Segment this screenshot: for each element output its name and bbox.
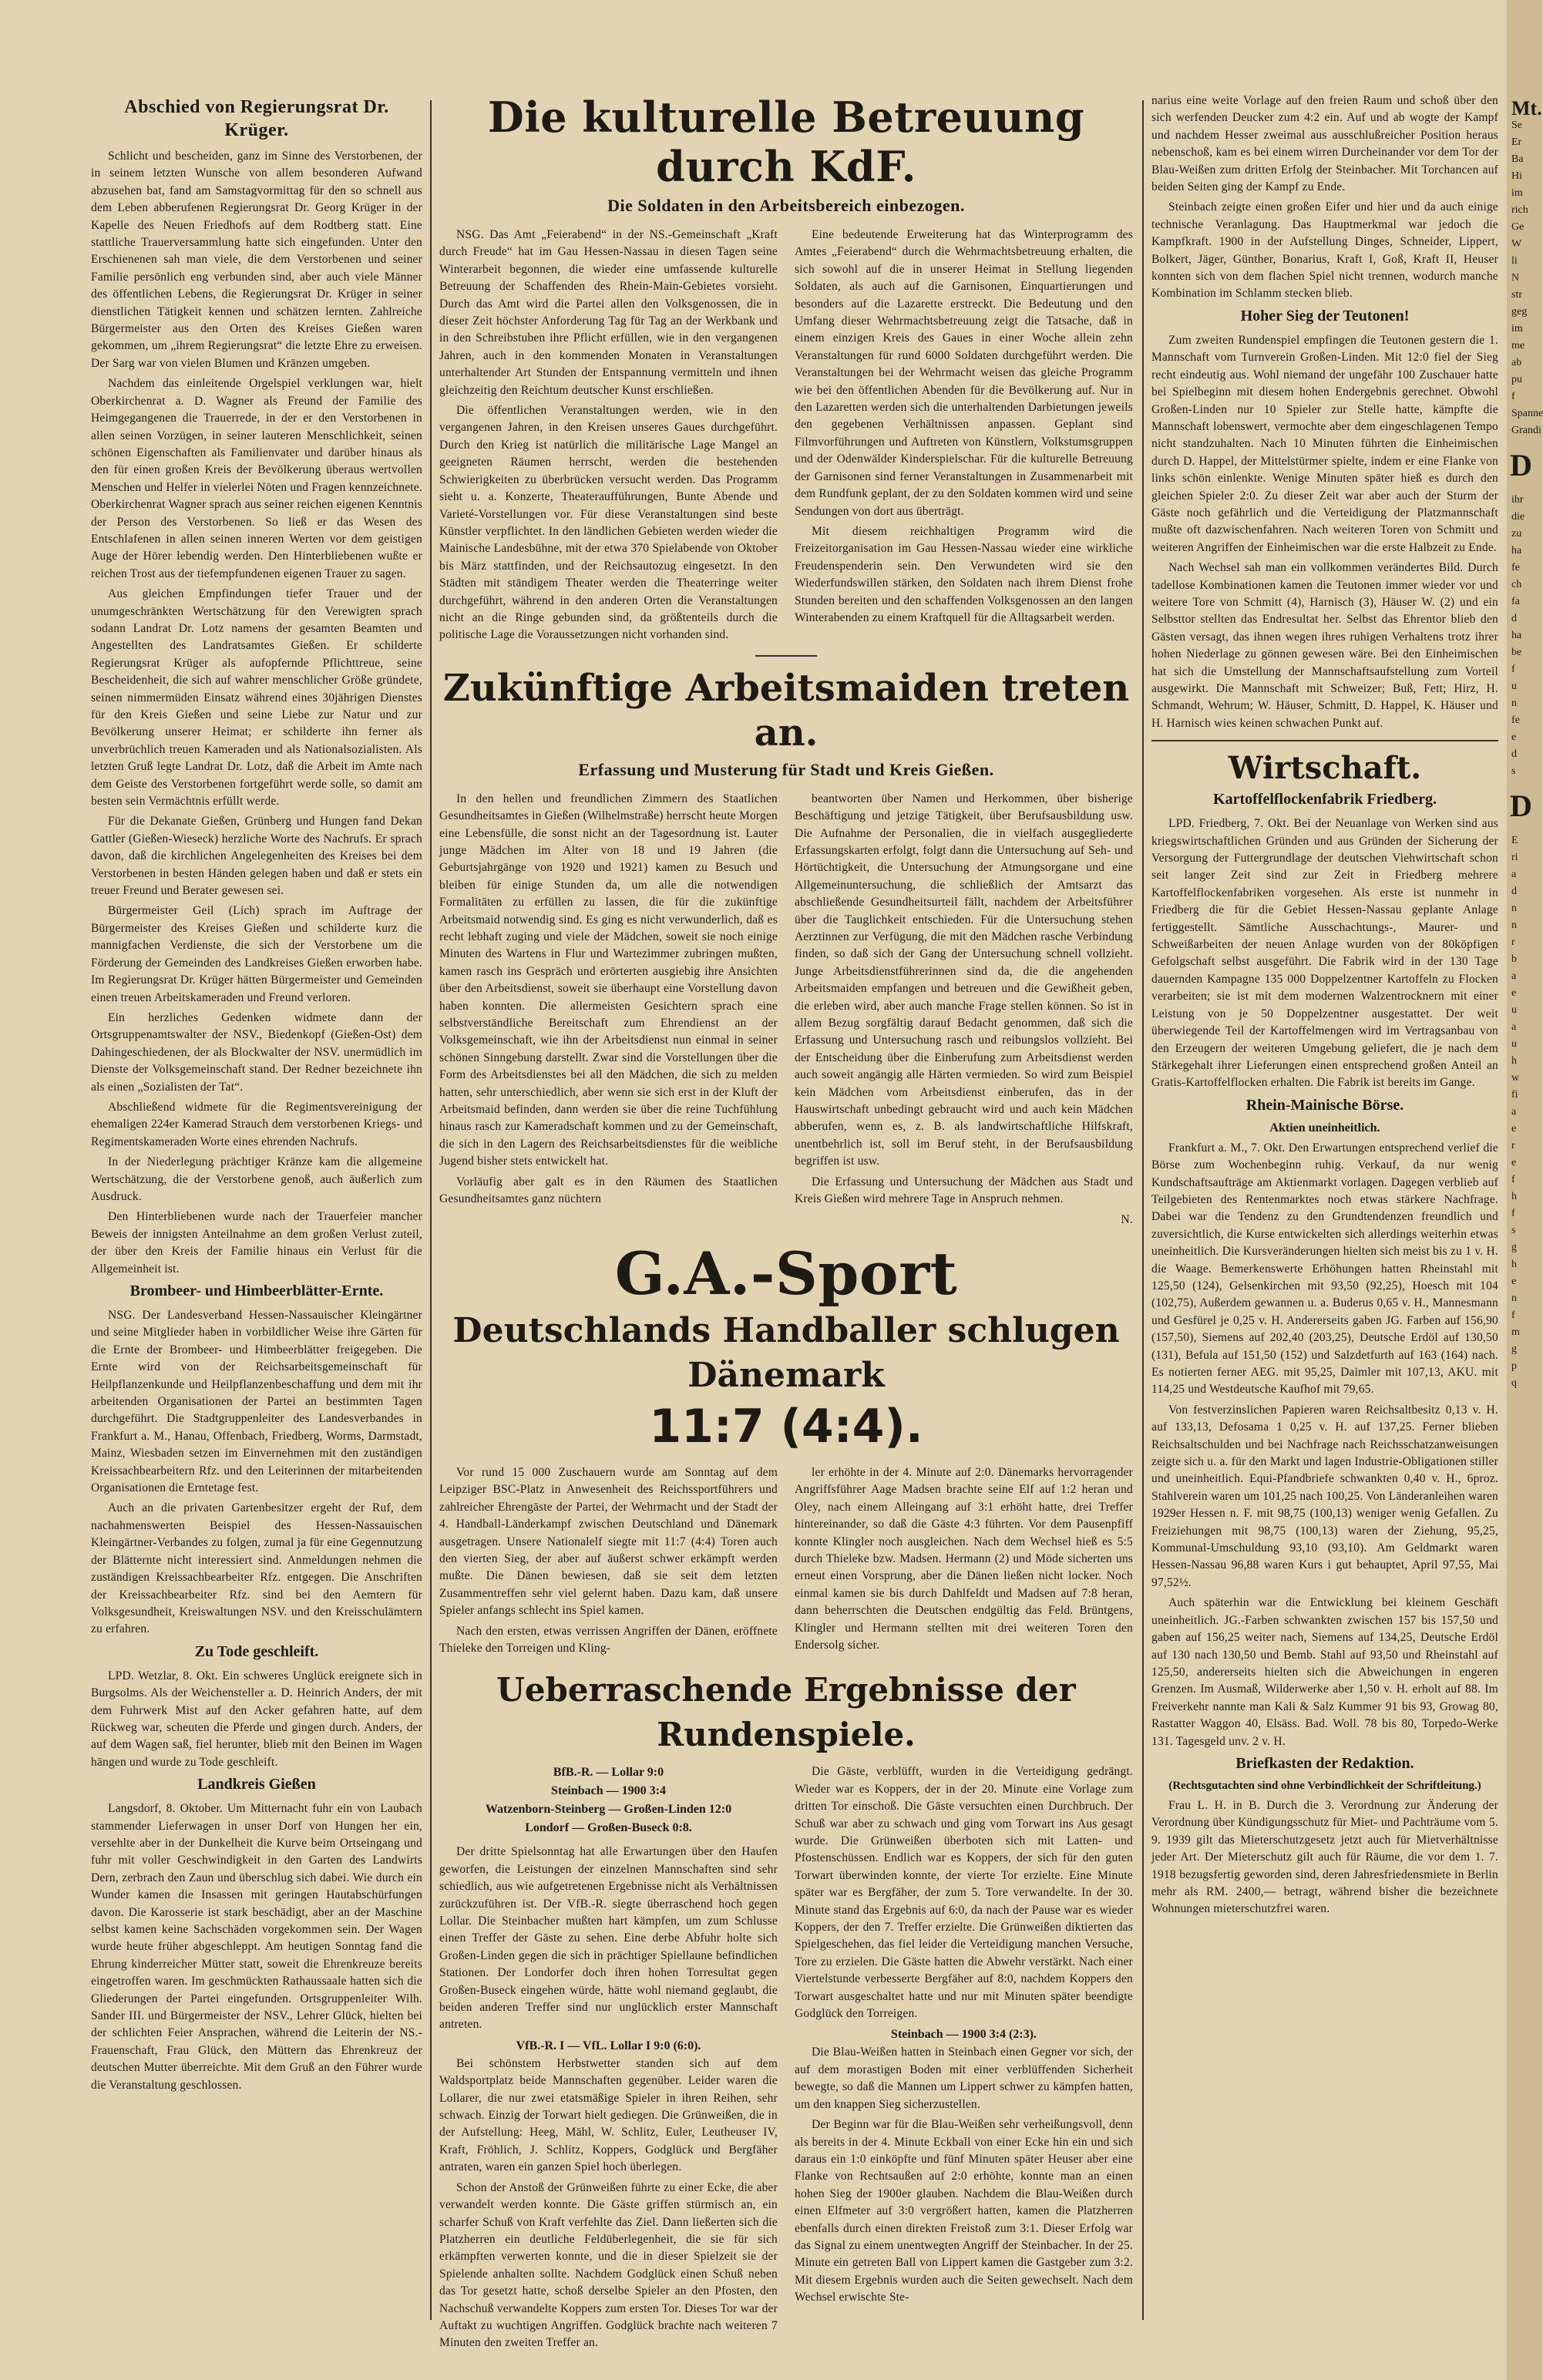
edge-text-line: n (1511, 698, 1517, 709)
right-column (1151, 92, 1498, 2312)
edge-text-line: a (1511, 1106, 1517, 1118)
edge-text-line: q (1511, 1377, 1517, 1389)
abschied-body (91, 148, 422, 1278)
edge-text-line: Se (1511, 119, 1522, 131)
edge-text-line: b (1511, 953, 1517, 965)
edge-text-line: Ba (1511, 153, 1524, 165)
separator (755, 655, 817, 657)
paragraph: In der Niederlegung prächtiger Kränze kam die allgemeine Wertschätzung, die der Verstorbene genoß, auch äußerlich zum Ausdruck. (91, 1155, 422, 1203)
paragraph: Ein herzliches Gedenken widmete dann der Ortsgruppenamtswalter der NSV., Biedenkopf (Gießen-Ost) dem Dahingeschiedenen, der als Blockwalter der NSV. unermüdlich im Dienste der Volksgemeinschaft stand. Der Redner bezeichnete ihn als einen „Sozialisten der Tat“. (91, 1010, 422, 1094)
edge-text-line: e (1511, 731, 1517, 743)
edge-text-line: e (1511, 987, 1517, 999)
paragraph: Nach Wechsel sah man ein vollkommen verändertes Bild. Durch tadellose Kombinationen kamen die Teutonen immer wieder vor und weitere Tore von Schmitt (4), Harnisch (3), Häuser W. (2) und ein Selbsttor stellten das Endresultat her. Selbst das Ehrentor blieb den Gästen versagt, das ihnen wegen ihres ruhigen Verhaltens trotz ihrer hohen Niederlage zu gönnen gewesen wäre. Bei den Einheimischen hat sich die Umstellung der Mannschaftsaufstellung zum Vorteil ausgewirkt. Die Mannschaft mit Schweizer; Buß, Fett; Hirz, H. Schmandt, Wehrum; W. Häuser, Schmitt, D. Happel, K. Häuser und H. Harnisch wies keinen schwachen Punkt auf. (1151, 561, 1498, 730)
paragraph: Nachdem das einleitende Orgelspiel verklungen war, hielt Oberkirchenrat a. D. Wagner als Freund der Familie des Heimgegangenen die Trauerrede, in der er den Verstorbenen in allen seinen Vorzügen, in seiner lauteren Menschlichkeit, seinen schönen Eigenschaften als Familienvater und darüber hinaus als den für einen großen Kreis der Bevölkerung überaus wertvollen Menschen und Helfer in vielerlei Nöten und Fragen kennzeichnete. Oberkirchenrat Wagner sprach aus seiner reichen eigenen Kenntnis der Person des Verstorbenen. So ließ er das Wesen des Entschlafenen in allen seinen inneren Werten vor dem geistigen Auge der Hörer lebendig werden. Den Hinterbliebenen wußte er reichen Trost aus der tiefempfundenen eigenen Trauer zu sagen. (91, 377, 422, 580)
sport-banner: G.A.-Sport (614, 1239, 958, 1308)
paragraph: Die Blau-Weißen hatten in Steinbach einen Gegner vor sich, der auf dem morastigen Boden mit einer verblüffenden Sicherheit bewegte, so daß die Mannen um Lippert schwer zu kämpfen hatten, um den knappen Sieg sicherzustellen. (795, 2046, 1133, 2111)
kdf-headline: Die kulturelle Betreuung durch KdF. (487, 92, 1085, 191)
edge-text-line: fi (1511, 1089, 1518, 1101)
edge-text-line: f (1511, 664, 1515, 675)
edge-text-line: f (1511, 391, 1515, 402)
rundenspiele-headline: Ueberraschende Ergebnisse der Rundenspiele. (496, 1671, 1076, 1754)
edge-text-line: li (1511, 255, 1518, 267)
paragraph: Die öffentlichen Veranstaltungen werden, wie in den vergangenen Jahren, in den Kreisen unseres Gaues durchgeführt. Durch den Krieg ist natürlich die militärische Lage Mangel an geeigneten Räumen herrscht, werden die bestehenden Schwierigkeiten zu überbrücken versucht werden. Das Programm sieht u. a. Konzerte, Theateraufführungen, Bunte Abende und Varieté-Vorstellungen vor. Für diese Veranstaltungen sind beste Künstler verpflichtet. In den ländlichen Gebieten werden wieder die Mainische Landesbühne, mit der etwa 370 Spielabende von Oktober bis März stattfinden, und der Reichsautozug eingesetzt. In den Städten mit ständigem Theater werden die Theaterringe weiter durchgeführt, während in den anderen Orten die Veranstaltungen nicht an die Ringe gebunden sind, da größtenteils durch die politische Lage die Voraussetzungen nicht vorhanden sind. (439, 404, 778, 642)
column-rule-1 (430, 100, 432, 2320)
paragraph: Bürgermeister Geil (Lich) sprach im Auftrage der Bürgermeister des Kreises Gießen und schilderte kurz die mannigfachen Verdienste, die sich der Verstorbene um die Förderung der Gemeinden des Landkreises Gießen erworben habe. Im Regierungsrat Dr. Krüger hätten Bürgermeister und Gemeinden einen treuen Arbeitskameraden und Freund verloren. (91, 904, 422, 1004)
paragraph: Aus gleichen Empfindungen tiefer Trauer und der unumgeschränkten Wertschätzung für den Verewigten sprach sodann Landrat Dr. Lotz namens der gesamten Beamten und Angestellten des Landratsamtes Gießen. Er schilderte Regierungsrat Krüger als aufopfernde Pflichttreue, seine Bescheidenheit, die sich auf wahrer menschlicher Größe gründete, seinen nimmermüden Einsatz während eines 30jährigen Dienstes für den Kreis Gießen und seine Liebe zur Natur und zur Bevölkerung unserer Heimat; er schilderte ihn ferner als unverbrüchlich treuen Kameraden und als Nationalsozialisten. Als letzten Gruß legte Landrat Dr. Lotz, daß die Arbeit im Amte nach dem Geiste des Verstorbenen fortgeführt werde solle, so damit am besten sein Vermächtnis erfüllt werde. (91, 587, 422, 808)
paragraph: Zum zweiten Rundenspiel empfingen die Teutonen gestern die 1. Mannschaft vom Turnverein Großen-Linden. Mit 12:0 fiel der Sieg recht eindeutig aus. Wohl niemand der ungefähr 100 Zuschauer hatte bei Spielbeginn mit diesem hohen Endergebnis gerechnet. Obwohl Großen-Linden nur 10 Spieler zur Stelle hatte, kämpfte die Mannschaft lobenswert, vermochte aber dem eingeschlagenen Tempo nicht standzuhalten. Nach 10 Minuten führten die Einheimischen durch D. Happel, der Mittelstürmer spielte, indem er eine Flanke von links schön einlenkte. Wenige Minuten später hieß es durch den gleichen Spieler 2:0. Zu dieser Zeit war aber auch der Sturm der Gäste noch gefährlich und die Verteidigung der Platzmannschaft mußte oft dazwischenfahren. Nach weiteren Toren von Schmitt und weiteren Angriffen der Einheimischen war die erste Halbzeit zu Ende. (1151, 333, 1498, 554)
edge-text-line: W (1511, 238, 1522, 250)
paragraph: Schlicht und bescheiden, ganz im Sinne des Verstorbenen, der in seinem letzten Wunsche von allem besonderen Aufwand abzusehen bat, fand am Samstagvormittag für den so schnell aus dem Leben abberufenen Regierungsrat Dr. Georg Krüger in der Kapelle des Neuen Friedhofs auf dem Rodtberg statt. Eine stattliche Trauerversammlung hatte sich eingefunden. Unter den Erschienenen sah man viele, die dem Verstorbenen und seiner Familie persönlich eng verbunden sind, aber auch viele Männer des öffentlichen Lebens, die Regierungsrat Dr. Krüger in seiner dienstlichen Tätigkeit kennen und schätzen lernten. Zahlreiche Bürgermeister aus den Orten des Kreises Gießen waren gekommen, um „ihrem Regierungsrat“ die letzte Ehre zu erweisen. Der Sarg war von vielen Blumen und Kränzen umgeben. (91, 150, 422, 370)
edge-text-line: rich (1511, 204, 1528, 216)
edge-text-line: r (1511, 936, 1515, 948)
column-rule-2 (1142, 100, 1144, 2320)
edge-text-line: E (1511, 835, 1518, 846)
result-line: Watzenborn-Steinberg — Großen-Linden 12:0 (485, 1803, 732, 1817)
edge-text-line: Hi (1511, 170, 1522, 182)
edge-text-line: Er (1511, 136, 1522, 148)
edge-text-line: n (1511, 919, 1517, 931)
paragraph: Bei schönstem Herbstwetter standen sich auf dem Waldsportplatz beide Mannschaften gegenüber. Leider waren die Lollarer, die nur zwei etatsmäßige Spieler in ihren Reihen, sehr schwach. Einzig der Torwart hielt gediegen. Die Grünweißen, die in der Aufstellung: Heeg, Mähl, W. Schlitz, Euler, Leutheuser IV, Kraft, Fröhlich, J. Schlitz, Koppers, Godglück und Bergfäher antraten, waren ein ganzen Spiel hoch überlegen. (439, 2056, 778, 2174)
edge-text-line: Ge (1511, 221, 1525, 233)
kdf-subheadline: Die Soldaten in den Arbeitsbereich einbezogen. (607, 196, 965, 215)
author-signature: N. (1121, 1212, 1133, 1226)
edge-text-line: w (1511, 1072, 1520, 1084)
boerse-headline: Rhein-Mainische Börse. (1245, 1096, 1404, 1114)
edge-heading: D (1510, 788, 1532, 823)
edge-text-line: Spanne (1511, 408, 1543, 419)
edge-text-line: g (1511, 1343, 1517, 1355)
paragraph: Auch späterhin war die Entwicklung bei kleinem Geschäft uneinheitlich. JG.-Farben schwankten zwischen 157 bis 157,50 und gaben auf 156,25 weiter nach, Siemens auf 134,25, Deutsche Erdöl auf 130 nach 130,50 und Bemb. Stahl auf 93,50 und Rheinstahl auf 125,50, andererseits hielten sich die Abweichungen in engeren Grenzen. Im Ausmaß, Wilderwerke aber 1,50 v. H. erholt auf 88. Im Freiverkehr nannte man Kali & Salz Kummer 91 bis 93, Growag 80, Rastatter Waggon 40, Elsäss. Bad. Woll. 78 bis 80, Torpedo-Werke 131. Tagesgeld unv. 2 v. H. (1151, 1596, 1498, 1748)
paragraph: NSG. Der Landesverband Hessen-Nassauischer Kleingärtner und seine Mitglieder haben in vorbildlicher Weise ihre Gärten für die Ernte der Brombeer- und Himbeerblätter freigegeben. Die Ernte wird von der Reichsarbeitsgemeinschaft für Heilpflanzenkunde und Heilpflanzenbeschaffung und dem mit ihr arbeitenden Organisationen der Partei an bestimmten Tagen durchgeführt. Die Stadtgruppenleiter des Landesverbandes in Frankfurt a. M., Hanau, Offenbach, Friedberg, Worms, Darmstadt, Mainz, Wiesbaden setzen im Einvernehmen mit den zuständigen Kreissachbearbeitern Rfz. und den Leiterinnen der mitarbeitenden Organisationen die Erntetage fest. (91, 1309, 422, 1495)
paragraph: Eine bedeutende Erweiterung hat das Winterprogramm des Amtes „Feierabend“ durch die Wehrmachtsbetreuung erhalten, die sich sowohl auf die in unserer Heimat in Stellung liegenden Soldaten, als auch auf die Garnisonen, Einquartierungen und besonders auf die Lazarette erstreckt. Die Bedeutung und den Umfang dieser Wehrmachtsbetreuung zeigt die Tatsache, daß in einem einzigen Kreis des Gaues in einer Woche allein zehn Veranstaltungen für rund 6000 Soldaten durchgeführt werden. Die Veranstaltungen bei der Wehrmacht weisen das gleiche Programm wie bei den öffentlichen Abenden für die Bevölkerung auf. Nur in den Lazaretten werden sich die unterhaltenden Darbietungen jeweils den gegebenen Verhältnissen anpassen. Geplant sind Filmvorführungen und Auftreten von Künstlern, Volkstumsgruppen und der Odenwälder Kinderspielschar. Für die kulturelle Betreuung der Garnisonen sind ferner Veranstaltungen in Zusammenarbeit mit dem Rundfunk geplant, der zu den Soldaten kommen wird und seine Sendungen von dort aus überträgt. (795, 228, 1133, 518)
adjacent-page-edge (1507, 0, 1541, 2380)
edge-text-line: me (1511, 340, 1525, 351)
edge-text-line: a (1511, 869, 1517, 880)
paragraph: Abschließend widmete für die Regimentsvereinigung der ehemaligen 224er Kamerad Strauch dem verstorbenen Kriegs- und Regimentskameraden Worte eines ehrenden Nachrufs. (91, 1100, 422, 1148)
edge-text-line: m (1511, 1326, 1520, 1338)
paragraph: Die Gäste, verblüfft, wurden in die Verteidigung gedrängt. Wieder war es Koppers, der in der 20. Minute eine Vorlage zum dritten Tor einschoß. Die Gäste versuchten einen Durchbruch. Der Schuß war aber zu schwach und ging vom Torwart ins Aus gesagt wurde. Die Grünweißen überboten sich mit Latten- und Pfostenschüssen. Endlich war es Koppers, der sich für den guten Torwart überwinden konnte, der vierte Tor erzielte. Eine Minute später war es Bergfäher, der zum 5. Tore verwandelte. In der 30. Minute stand das Ergebnis auf 6:0, da nach der Pause war es wieder Koppers, der den 7. Treffer erzielte. Die Grünweißen diktierten das Spielgeschehen, das fiel leider die Verteidigung manchen Versuche, Tore zu erzielen. Die Gäste hatten die Abwehr verstärkt. Nach einer Viertelstunde verbesserte Bergfäher auf 8:0, nachdem Koppers den Torwart ausgeschaltet hatte und nur mit Minuten später beendigte Godglück den Torreigen. (795, 1765, 1133, 2021)
edge-text-line: ihr (1511, 494, 1524, 506)
edge-text-line: N (1511, 272, 1520, 284)
landkreis-headline: Landkreis Gießen (197, 1776, 316, 1793)
edge-text-line: pu (1511, 374, 1522, 385)
handball-score: 11:7 (4:4). (649, 1399, 923, 1454)
arbeitsmaiden-headline: Zukünftige Arbeitsmaiden treten an. (442, 666, 1130, 755)
boerse-subheadline: Aktien uneinheitlich. (1269, 1121, 1380, 1135)
edge-text-line: e (1511, 1157, 1517, 1168)
edge-text-line: f (1511, 1174, 1515, 1185)
briefkasten-subheadline: (Rechtsgutachten sind ohne Verbindlichkeit der Schriftleitung.) (1168, 1779, 1481, 1792)
edge-text-line: fe (1511, 714, 1520, 726)
edge-text-line: p (1511, 1360, 1517, 1372)
edge-text-line: im (1511, 323, 1523, 334)
edge-text-line: fa (1511, 596, 1520, 607)
edge-text-line: zu (1511, 528, 1522, 540)
edge-text-line: d (1511, 613, 1517, 624)
paragraph: Vor rund 15 000 Zuschauern wurde am Sonntag auf dem Leipziger BSC-Platz in Anwesenheit des Reichssportführers und zahlreicher Ehrengäste der Partei, der Wehrmacht und der Stadt der 4. Handball-Länderkampf zwischen Deutschland und Dänemark ausgetragen. Unsere Nationalelf siegte mit 11:7 (4:4) Toren auch den vierten Sieg, der aber auf äußerst schwer erkämpft werden mußte. Die Dänen bewiesen, daß sie seit dem letzten Zusammentreffen sehr viel gelernt haben. Dazu kam, daß unsere Spieler anfangs schlecht ins Spiel kamen. (439, 1465, 778, 1618)
paragraph: LPD. Wetzlar, 8. Okt. Ein schweres Unglück ereignete sich in Burgsolms. Als der Weichensteller a. D. Heinrich Anders, der mit dem Fuhrwerk Mist auf den Acker gefahren hatte, auf dem Rückweg war, scheuten die Pferde und gingen durch. Anders, der auf dem Wagen saß, fiel herunter, blieb mit den Beinen im Wagen hängen und wurde zu Tode geschleift. (91, 1669, 422, 1769)
edge-text-line: s (1511, 765, 1516, 777)
result-line: Steinbach — 1900 3:4 (551, 1784, 666, 1798)
teutonen-headline: Hoher Sieg der Teutonen! (1240, 307, 1410, 324)
handball-headline: Deutschlands Handballer schlugen Dänemark (452, 1310, 1120, 1395)
paragraph: Von festverzinslichen Papieren waren Reichsaltbesitz 0,13 v. H. auf 133,13, Defosama 1 0,25 v. H. auf 137,25. Ferner blieben Reichsaltschulden und bei Nachfrage nach Reichsschatzanweisungen zeigte sich u. a. für den Markt und lagen Industrie-Obligationen stiller und uneinheitlich. Equi-Pfandbriefe schwankten 0,40 v. H., 6proz. Stahlverein waren um 101,25 nach 100,25. Von Länderanleihen waren 1929er Hessen n. F. mit 98,75 (100,13) weniger wenig Gefallen. Zu Freiziehungen mit 98,75 (100,13) waren der Ziehung, 95,25, Kommunal-Umschuldung 93,10 (93,10). Am Geldmarkt waren Hessen-Nassau 96,88 waren Kurs i gut behauptet, April 97,55, Mai 97,52½. (1151, 1403, 1498, 1589)
paragraph: Den Hinterbliebenen wurde nach der Trauerfeier mancher Beweis der innigsten Anteilnahme an dem großen Verlust zuteil, der über den Kreis der Familie hinaus ein Verlust für die Allgemeinheit ist. (91, 1210, 422, 1276)
match-subheadline: VfB.-R. I — VfL. Lollar I 9:0 (6:0). (516, 2039, 701, 2052)
paragraph: narius eine weite Vorlage auf den freien Raum und schoß über den sich werfenden Deucker zum 4:2 ein. Auf und ab wogte der Kampf und nachdem Hesser zweimal aus ausschlußreicher Position heraus nebenschoß, kam es bei einem wirren Durcheinander vor dem Tor der Blau-Weißen zum dritten Erfolg der Steinbacher. Mit Torchancen auf beiden Seiten ging der Kampf zu Ende. (1151, 94, 1498, 194)
handball-body (439, 1464, 1133, 1660)
paragraph: Schon der Anstoß der Grünweißen führte zu einer Ecke, die aber verwandelt werden konnte. Die Gäste griffen stürmisch an, ein scharfer Schuß von Kraft verfehlte das Ziel. Dann ließerten sich die Platzherren ein deutliche Feldüberlegenheit, die sie für sich erkämpften verwerten konnte, und die in dieser Spielzeit sie der Spielende anhalten sollte. Nachdem Godglück einen Schuß neben das Tor gesetzt hatte, schoß derselbe Spieler an den Pfosten, den Nachschuß verwandelte Koppers zum ersten Tor. Dieses Tor war der Auftakt zu wuchtigen Angriffen. Godglück brachte nach weiteren 7 Minuten den zweiten Treffer an. (439, 2180, 778, 2350)
arbeitsmaiden-body (439, 791, 1133, 1232)
paragraph: Mit diesem reichhaltigen Programm wird die Freizeitorganisation im Gau Hessen-Nassau wieder eine wirkliche Freudenspenderin sein. Den Verwundeten wird sie den Wiederfundswillen stärken, den Soldaten nach ihrem Dienst frohe Stunden bereiten und den schaffenden Volksgenossen an den langen Winterabenden zu einem Kraftquell für die Alltagsarbeit werden. (795, 524, 1133, 624)
edge-text-line: f (1511, 1208, 1515, 1219)
paragraph: NSG. Das Amt „Feierabend“ in der NS.-Gemeinschaft „Kraft durch Freude“ hat im Gau Hessen-Nassau in diesen Tagen seine Winterarbeit begonnen, die wieder eine umfassende kulturelle Betreuung der Schaffenden des Rhein-Main-Gebietes vorsieht. Durch das Amt wird die Partei allen den Volksgenossen, die in dieser Zeit höchster Anforderung Tag für Tag an der Werkbank und in den Schreibstuben ihre Pflicht erfüllen, wie in den vergangenen Jahren, auch in den kommenden Monaten in Veranstaltungen unterhaltender Art Stunden der Entspannung vermitteln und ihnen gleichzeitig den Reichtum deutscher Kunst erschließen. (439, 228, 778, 397)
edge-text-line: ha (1511, 630, 1522, 641)
paragraph: Frankfurt a. M., 7. Okt. Den Erwartungen entsprechend verlief die Börse zum Wochenbeginn ruhig. Verkauf, da nur wenig Kundschaftsaufträge am Aktienmarkt vorlagen. Dagegen verblieb auf Teilgebieten des Rentenmarktes noch etwas stärkere Nachfrage. Dabei war die Tendenz zu den Grundtendenzen freundlich und zuversichtlich, die Kurse entwickelten sich allerdings weiterhin etwas uneinheitlich. Die Kursveränderungen hielten sich meist bis zu 1 v. H. die Waage. Bemerkenswerte Erhöhungen hatten Rheinstahl mit 125,50 (124), Gelsenkirchen mit 93,50 (92,25), Hoesch mit 104 (102,75), Außerdem gewannen u. a. Buderus 0,65 v. H., Mannesmann und Gesfürel je 0,25 v. H. Andererseits gaben JG. Farben auf 156,90 (157,50), Siemens auf 202,40 (203,25), Deutsche Erdöl auf 130,50 (131), Befula auf 151,50 (152) und Salzdetfurth auf 163 (164) nach. Es notierten ferner AEG. mit 95,25, Daimler mit 107,13, AKU. mit 114,25 und Westdeutsche Kaufhof mit 79,65. (1151, 1141, 1498, 1397)
result-line: Londorf — Großen-Buseck 0:8. (525, 1821, 692, 1835)
edge-text-line: die (1511, 511, 1525, 523)
edge-text-line: a (1511, 1021, 1517, 1033)
paragraph: beantworten über Namen und Herkommen, über bisherige Beschäftigung und jetzige Tätigkeit, über Berufsausbildung usw. Die Aufnahme der Personalien, die in vielfach ausgegliederte Erfassungskarten erfolgt, folgt dann die Untersuchung auf Seh- und Hörtüchtigkeit, die Untersuchung der Atmungsorgane und eine Allgemeinuntersuchung, die schließlich der Amtsarzt das abschließende Gesundheitsurteil fällt, nachdem der Arbeitsführer über die Tauglichkeit entschieden. Für die Untersuchung stehen Aerztinnen zur Verfügung, die mit den Mädchen rasche Verbindung finden, so daß sich der Gang der Untersuchung schnell vollzieht. Junge Arbeitsdienstführerinnen sind da, die die angehenden Arbeitsmaiden empfangen und betreuen und die Gewißheit geben, die erleben wird, aber auch manche Frage stellen können. So ist in allem Bezug sorgfältig darauf Bedacht genommen, daß sich die Erfassung und Untersuchung rasch und reibungslos vollzieht. Bei der Entscheidung über die Einberufung zum Arbeitsdienst werden auch soweit angängig alle Härten vermieden. So wird zum Beispiel kein Mädchen vom Arbeitsdienst einberufen, das in der Hauswirtschaft unbedingt gebraucht wird und auch kein Mädchen abberufen, wenn es, z. B. als landwirtschaftliche Hilfskraft, unentbehrlich ist, soll im Beruf steht, in der Berufsausbildung begriffen ist usw. (795, 792, 1133, 1168)
match-subheadline: Steinbach — 1900 3:4 (2:3). (891, 2028, 1037, 2042)
kdf-body (439, 227, 1133, 647)
tode-headline: Zu Tode geschleift. (194, 1642, 319, 1660)
paragraph: Der Beginn war für die Blau-Weißen sehr verheißungsvoll, denn als bereits in der 4. Minute Eckball von einer Ecke hin ein und sich daraus ein 1:0 einköpfte und fünf Minuten später Heuser aber eine Flanke von Rechtsaußen auf 2:0 erhöhte, konnte man an einen hohen Sieg der 1900er glauben. Nachdem die Blau-Weißen durch einen Elfmeter auf 3:0 vergrößert hatten, kamen die Platzherren ebenfalls durch einen direkten Freistoß zum 3:1. Dieser Erfolg war das Signal zu einem unentwegten Angriff der Steinbacher. In der 25. Minute ein getreten Ball von Lippert kamen die Gastgeber zum 3:2. Mit diesem Ergebnis wurden auch die Seiten gewechselt. Nach dem Wechsel erwischte Ste- (795, 2118, 1133, 2304)
edge-text-line: geg (1511, 306, 1528, 318)
edge-text-line: h (1511, 1055, 1517, 1067)
paragraph: Für die Dekanate Gießen, Grünberg und Hungen fand Dekan Gattler (Gießen-Wieseck) herzliche Worte des Nachrufs. Er sprach davon, daß die kirchlichen Angelegenheiten des Kreises bei dem Verstorbenen in besten Händen gelegen haben und daß er stets ein treuer Freund und Berater gewesen sei. (91, 815, 422, 898)
paragraph: Frau L. H. in B. Durch die 3. Verordnung zur Änderung der Verordnung über Kündigungsschutz für Miet- und Pachträume vom 5. 9. 1939 gilt das Mieterschutzgesetz jetzt auch für Mietverhältnisse jeder Art. Der Mieterschutz gilt auch für Räume, die vor dem 1. 7. 1918 bezugsfertig geworden sind, deren Jahresfriedensmiete in Berlin mehr als RM. 2400,— betragt, während bisher die bezeichnete Wohnungen mieterschutzfrei waren. (1151, 1798, 1498, 1916)
edge-text-line: ch (1511, 579, 1522, 590)
edge-heading: D (1510, 448, 1532, 482)
result-line: BfB.-R. — Lollar 9:0 (553, 1766, 664, 1780)
edge-text-line: u (1511, 681, 1517, 692)
edge-text-line: f (1511, 1309, 1515, 1321)
arbeitsmaiden-subheadline: Erfassung und Musterung für Stadt und Kreis Gießen. (578, 759, 994, 779)
paragraph: Langsdorf, 8. Oktober. Um Mitternacht fuhr ein von Laubach stammender Lieferwagen in unser Dorf von Hungen her ein, versehlte aber in der Dunkelheit die Kurve beim Ortseingang und fuhr mit voller Geschwindigkeit in den Garten des Landwirts Dern, zerbrach den Zaun und überschlug sich dabei. Wie durch ein Wunder kamen die Insassen mit geringen Hautabschürfungen davon. Die Karosserie ist stark beschädigt, aber an der Maschine selbst kamen keine Sachschäden vorgekommen sein. Der Wagen wurde heute früher abgeschleppt. Am heutigen Sonntag fand die Ehrung kinderreicher Mütter statt, soweit die Ehrenkreuze bereits eingetroffen waren. Im geschmückten Rathaussaale hatten sich die Gliederungen der Partei eingefunden. Ortsgruppenleiter Wilh. Sander III. und Bürgermeister der NSV., Lehrer Glück, hielten bei der schlichten Feier Ansprachen, während die Leiterin der NS.-Frauenschaft, Frau Glück, den Müttern das Ehrenkreuz der deutschen Mutter überreichte. Mit dem Gruß an den Führer wurde die Veranstaltung geschlossen. (91, 1802, 422, 2092)
paragraph: ler erhöhte in der 4. Minute auf 2:0. Dänemarks hervorragender Angriffsführer Aage Madsen brachte seine Elf auf 1:2 heran und Oley, nach einem Alleingang auf 3:1 erhöht hatte, drei Treffer hintereinander, so daß die Gäste 4:3 führten. Vor dem Pausenpfiff konnte Klingler noch ausgleichen. Nach dem Wechsel hieß es 5:5 durch Thieleke bzw. Madsen. Hermann (2) und Möde sicherten uns erneut einen Vorsprung, aber die Dänen ließen nicht locker. Noch einmal kamen sie bis durch Dahlfeldt und Madsen auf 7:8 heran, dann beherrschten die Deutschen endgültig das Feld. Brüntgens, Klingler und Hermann stellten mit drei weiteren Toren den Endersolg sicher. (795, 1465, 1133, 1652)
edge-text-line: n (1511, 903, 1517, 914)
edge-text-line: im (1511, 187, 1523, 199)
edge-text-line: h (1511, 1191, 1517, 1202)
middle-block (439, 92, 1133, 2350)
edge-text-line: u (1511, 1038, 1517, 1050)
edge-text-line: s (1511, 1225, 1516, 1236)
paragraph: LPD. Friedberg, 7. Okt. Bei der Neuanlage von Werken sind aus kriegswirtschaftlichen Gründen und aus Gründen der Sicherung der Versorgung der Futtergrundlage der deutschen Viehwirtschaft schon seit langer Zeit sind zur Zeit in Friedberg mehrere Kartoffelflockenfabriken vorgesehen. Als erste ist nunmehr in Friedberg die für die Gebiet Hessen-Nassau geplante Anlage fertiggestellt. Sämtliche Ausschachtungs-, Maurer- und Schweißarbeiten der neuen Anlage wurden von der 80köpfigen Gefolgschaft selbst ausgeführt. Die Fabrik wird in der 130 Tage dauernden Kampagne 135 000 Doppelzentner Kartoffeln zu Flocken verarbeiten; sie ist mit dem modernen Walzentrocknern mit einer Leistung von je 50 Doppelzentner ausgestattet. Der weit überwiegende Teil der Kartoffelmengen wird im Vertragsanbau von den Erzeugern der weiteren Umgebung geliefert, die je nach dem Stärkegehalt ihrer Lieferungen einen entsprechend großen Anteil an Gratis-Kartoffelflocken erhalten. Die Fabrik ist bereits im Gange. (1151, 817, 1498, 1090)
edge-text-line: n (1511, 1293, 1517, 1304)
edge-text-line: d (1511, 886, 1517, 897)
paragraph: Vorläufig aber galt es in den Räumen des Staatlichen Gesundheitsamtes ganz nüchtern (439, 1175, 778, 1206)
edge-text-line: r (1511, 1140, 1515, 1151)
edge-text-line: be (1511, 647, 1522, 658)
edge-text-line: e (1511, 1123, 1517, 1135)
edge-text-line: ab (1511, 357, 1522, 368)
edge-text-line: ri (1511, 852, 1518, 863)
edge-text-line: Grandi (1511, 425, 1541, 436)
separator (1151, 740, 1498, 741)
abschied-headline: Abschied von Regierungsrat Dr. Krüger. (124, 97, 389, 140)
edge-text-line: e (1511, 1276, 1517, 1287)
paragraph: Steinbach zeigte einen großen Eifer und hier und da auch einige technische Veranlagung. Das Hauptmerkmal war jedoch die Kampfkraft. 1900 in der Aufstellung Dinges, Schneider, Lippert, Bolkert, Jäger, Günther, Bonarius, Kraft I, Goß, Kraft II, Heuser konnten sich von dem flachen Spiel nicht trennen, wodurch manche Kombination im Schlamm stecken blieb. (1151, 200, 1498, 301)
brombeer-headline: Brombeer- und Himbeerblätter-Ernte. (129, 1282, 384, 1299)
paragraph: Die Erfassung und Untersuchung der Mädchen aus Stadt und Kreis Gießen wird mehrere Tage in Anspruch nehmen. (795, 1175, 1133, 1206)
paragraph: In den hellen und freundlichen Zimmern des Staatlichen Gesundheitsamtes in Gießen (Wilhelmstraße) herrscht heute Morgen eine Lebensfülle, die sonst nicht an der Tagesordnung ist. Lauter junge Mädchen im Alter von 18 und 19 Jahren (die Geburtsjahrgänge von 1920 und 1921) kamen zu Besuch und bleiben für einige Stunden da, um alle die notwendigen Formalitäten zu erfüllen zu lassen, die für die zukünftige Arbeitsmaid notwendig sind. Es ging es nicht verwunderlich, daß es recht lebhaft zuging und viele der Mädchen, soweit sie noch einige Minuten des Wartens in Flur und Wartezimmer zubringen mußten, kamen rasch ins Gespräch und erörterten ausgiebig ihre Ansichten über den Arbeitsdienst, soweit sie überhaupt eine Vorstellung davon haben konnten. Die allermeisten Gesichtern sprach eine selbstverständliche Bereitschaft zum Ehrendienst an der Volksgemeinschaft, wie ihn der Arbeitsdienst nun einmal in seiner schönen Sinngebung darstellt. Zwar sind die Vorstellungen über die Form des Arbeitsdienstes bei all den Mädchen, die sich zu melden hatten, sehr unterschiedlich, aber wenn sie sich erst in der Kluft der Arbeitsmaid befinden, dann werden sie über die reine Tuchfühlung hinaus rasch zur Kameradschaft kommen und zu der Gemeinschaft, die sich in den Lagern des Reichsarbeitsdienstes für die weibliche Jugend bisher stets entwickelt hat. (439, 792, 778, 1168)
edge-text-line: g (1511, 1242, 1517, 1253)
paragraph: Nach den ersten, etwas verrissen Angriffen der Dänen, eröffnete Thieleke den Torreigen und Kling- (439, 1624, 778, 1655)
kartoffel-headline: Kartoffelflockenfabrik Friedberg. (1213, 791, 1437, 808)
briefkasten-headline: Briefkasten der Redaktion. (1235, 1754, 1414, 1772)
edge-text-line: ha (1511, 545, 1522, 556)
edge-text-line: fe (1511, 562, 1520, 573)
edge-text-line: Mt. (1511, 97, 1542, 119)
edge-text-line: h (1511, 1259, 1517, 1270)
rundenspiele-body (439, 1763, 1133, 2355)
edge-text-line: a (1511, 970, 1517, 982)
paragraph: Auch an die privaten Gartenbesitzer ergeht der Ruf, dem nachahmenswerten Beispiel des Hessen-Nassauischen Kleingärtner-Verbandes zu folgen, zumal ja für eine Gegennutzung der Blätternte nicht interessiert sind. Anmeldungen nehmen die zuständigen Kreissachbearbeiter Rfz. entgegen. Die Anschriften der Kreissachbearbeiter Rfz. sind bei den Aemtern für Volksgesundheit, Kreiswaltungen NSV. und den Kreisschulämtern zu erfahren. (91, 1501, 422, 1636)
edge-text-line: u (1511, 1004, 1517, 1016)
edge-text-line: d (1511, 748, 1517, 760)
paragraph: Der dritte Spielsonntag hat alle Erwartungen über den Haufen geworfen, die Leistungen der einzelnen Mannschaften sind sehr schiedlich, aus wie aufgetretenen Ergebnisse nicht als Verhältnissen zurückzuführen ist. Der VfB.-R. siegte überraschend hoch gegen Lollar. Die Steinbacher mußten hart kämpfen, um zum Schlusse einen Treffer der Gäste zu sehen. Eine derbe Abfuhr holte sich Großen-Linden gegen die sich in prächtiger Spiellaune befindlichen Stationen. Der Londorfer doch ihren hohen Torresultat gegen Großen-Buseck eingehen würde, hätte wohl niemand geglaubt, die beiden anderen Treffer sind nur unglücklich erster Mannschaft antreten. (439, 1845, 778, 2032)
left-column (91, 92, 422, 2312)
edge-text-line: str (1511, 289, 1522, 301)
wirtschaft-headline: Wirtschaft. (1228, 750, 1422, 787)
